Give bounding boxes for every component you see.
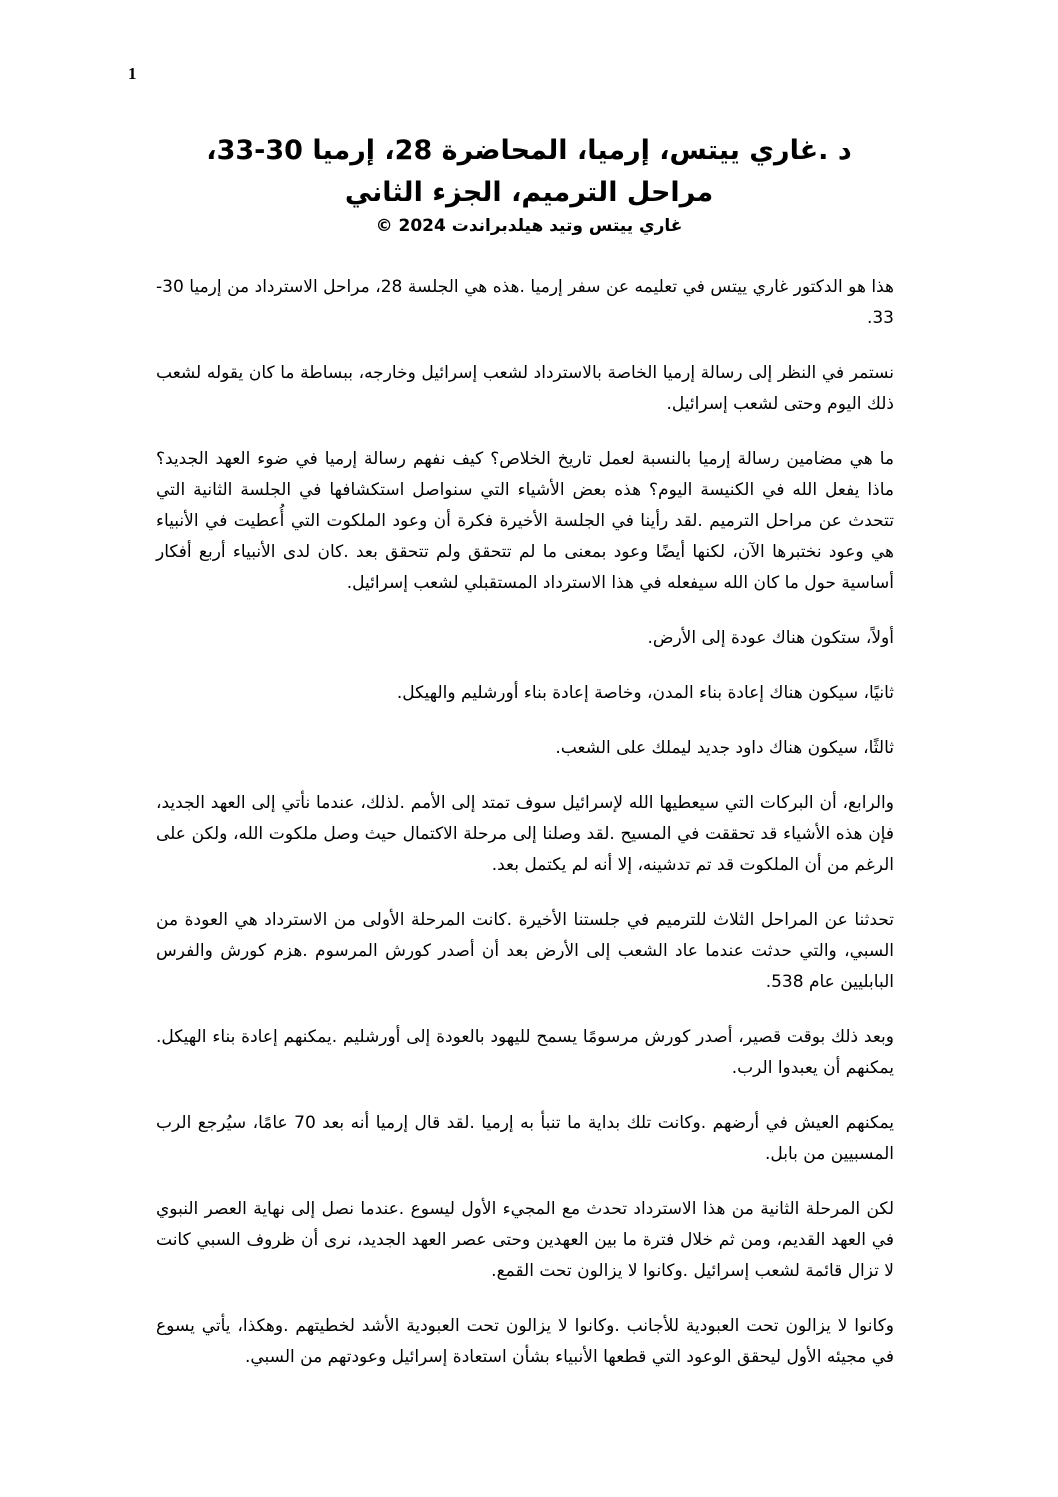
document-header [120,130,938,238]
paragraph: لكن المرحلة الثانية من هذا الاسترداد تحدث مع المجيء الأول ليسوع .عندما نصل إلى نهاية العصر النبوي في العهد القديم، ومن ثم خلال فترة ما بين العهدين وحتى عصر العهد الجديد، نرى أن ظروف السبي كانت لا تزال قائمة لشعب إسرائيل .وكانوا لا يزالون تحت القمع. [156,1199,894,1281]
paragraph-intro: هذا هو الدكتور غاري ييتس في تعليمه عن سفر إرميا .هذه هي الجلسة 28، مراحل الاسترداد من إرميا 30-33. [156,277,894,328]
copyright-line: غاري ييتس وتيد هيلدبراندت 2024 © [375,216,683,236]
title-line-2: مراحل الترميم، الجزء الثاني [344,177,714,208]
paragraph: وبعد ذلك بوقت قصير، أصدر كورش مرسومًا يسمح لليهود بالعودة إلى أورشليم .يمكنهم إعادة بناء الهيكل. يمكنهم أن يعبدوا الرب. [156,1027,894,1078]
page-number: 1 [128,64,137,83]
document-body [156,272,894,1397]
paragraph: نستمر في النظر إلى رسالة إرميا الخاصة بالاسترداد لشعب إسرائيل وخارجه، ببساطة ما كان يقوله لشعب ذلك اليوم وحتى لشعب إسرائيل. [156,363,894,414]
paragraph: وكانوا لا يزالون تحت العبودية للأجانب .وكانوا لا يزالون تحت العبودية الأشد لخطيتهم .وهكذا، يأتي يسوع في مجيئه الأول ليحقق الوعود التي قطعها الأنبياء بشأن استعادة إسرائيل وعودتهم من السبي. [156,1316,894,1367]
paragraph-point-1: أولاً، ستكون هناك عودة إلى الأرض. [647,628,894,648]
paragraph: ما هي مضامين رسالة إرميا بالنسبة لعمل تاريخ الخلاص؟ كيف نفهم رسالة إرميا في ضوء العهد الجديد؟ ماذا يفعل الله في الكنيسة اليوم؟ هذه بعض الأشياء التي سنواصل استكشافها في الجلسة الثانية التي تتحدث عن مراحل الترميم .لقد رأينا في الجلسة الأخيرة فكرة أن وعود الملكوت التي أُعطيت في الأنبياء هي وعود نختبرها الآن، لكنها أيضًا وعود بمعنى ما لم تتحقق ولم تتحقق بعد .كان لدى الأنبياء أربع أفكار أساسية حول ما كان الله سيفعله في هذا الاسترداد المستقبلي لشعب إسرائيل. [156,449,894,593]
paragraph: تحدثنا عن المراحل الثلاث للترميم في جلستنا الأخيرة .كانت المرحلة الأولى من الاسترداد هي العودة من السبي، والتي حدثت عندما عاد الشعب إلى الأرض بعد أن أصدر كورش المرسوم .هزم كورش والفرس البابليين عام 538. [156,910,894,992]
paragraph-point-4: والرابع، أن البركات التي سيعطيها الله لإسرائيل سوف تمتد إلى الأمم .لذلك، عندما نأتي إلى العهد الجديد، فإن هذه الأشياء قد تحققت في المسيح .لقد وصلنا إلى مرحلة الاكتمال حيث وصل ملكوت الله، ولكن على الرغم من أن الملكوت قد تم تدشينه، إلا أنه لم يكتمل بعد. [156,793,894,875]
title-line-1: د .غاري ييتس، إرميا، المحاضرة 28، إرميا 30-33، [206,135,852,166]
paragraph: يمكنهم العيش في أرضهم .وكانت تلك بداية ما تنبأ به إرميا .لقد قال إرميا أنه بعد 70 عامًا، سيُرجع الرب المسبيين من بابل. [156,1113,894,1164]
paragraph-point-3: ثالثًا، سيكون هناك داود جديد ليملك على الشعب. [555,738,894,758]
paragraph-point-2: ثانيًا، سيكون هناك إعادة بناء المدن، وخاصة إعادة بناء أورشليم والهيكل. [396,683,894,703]
